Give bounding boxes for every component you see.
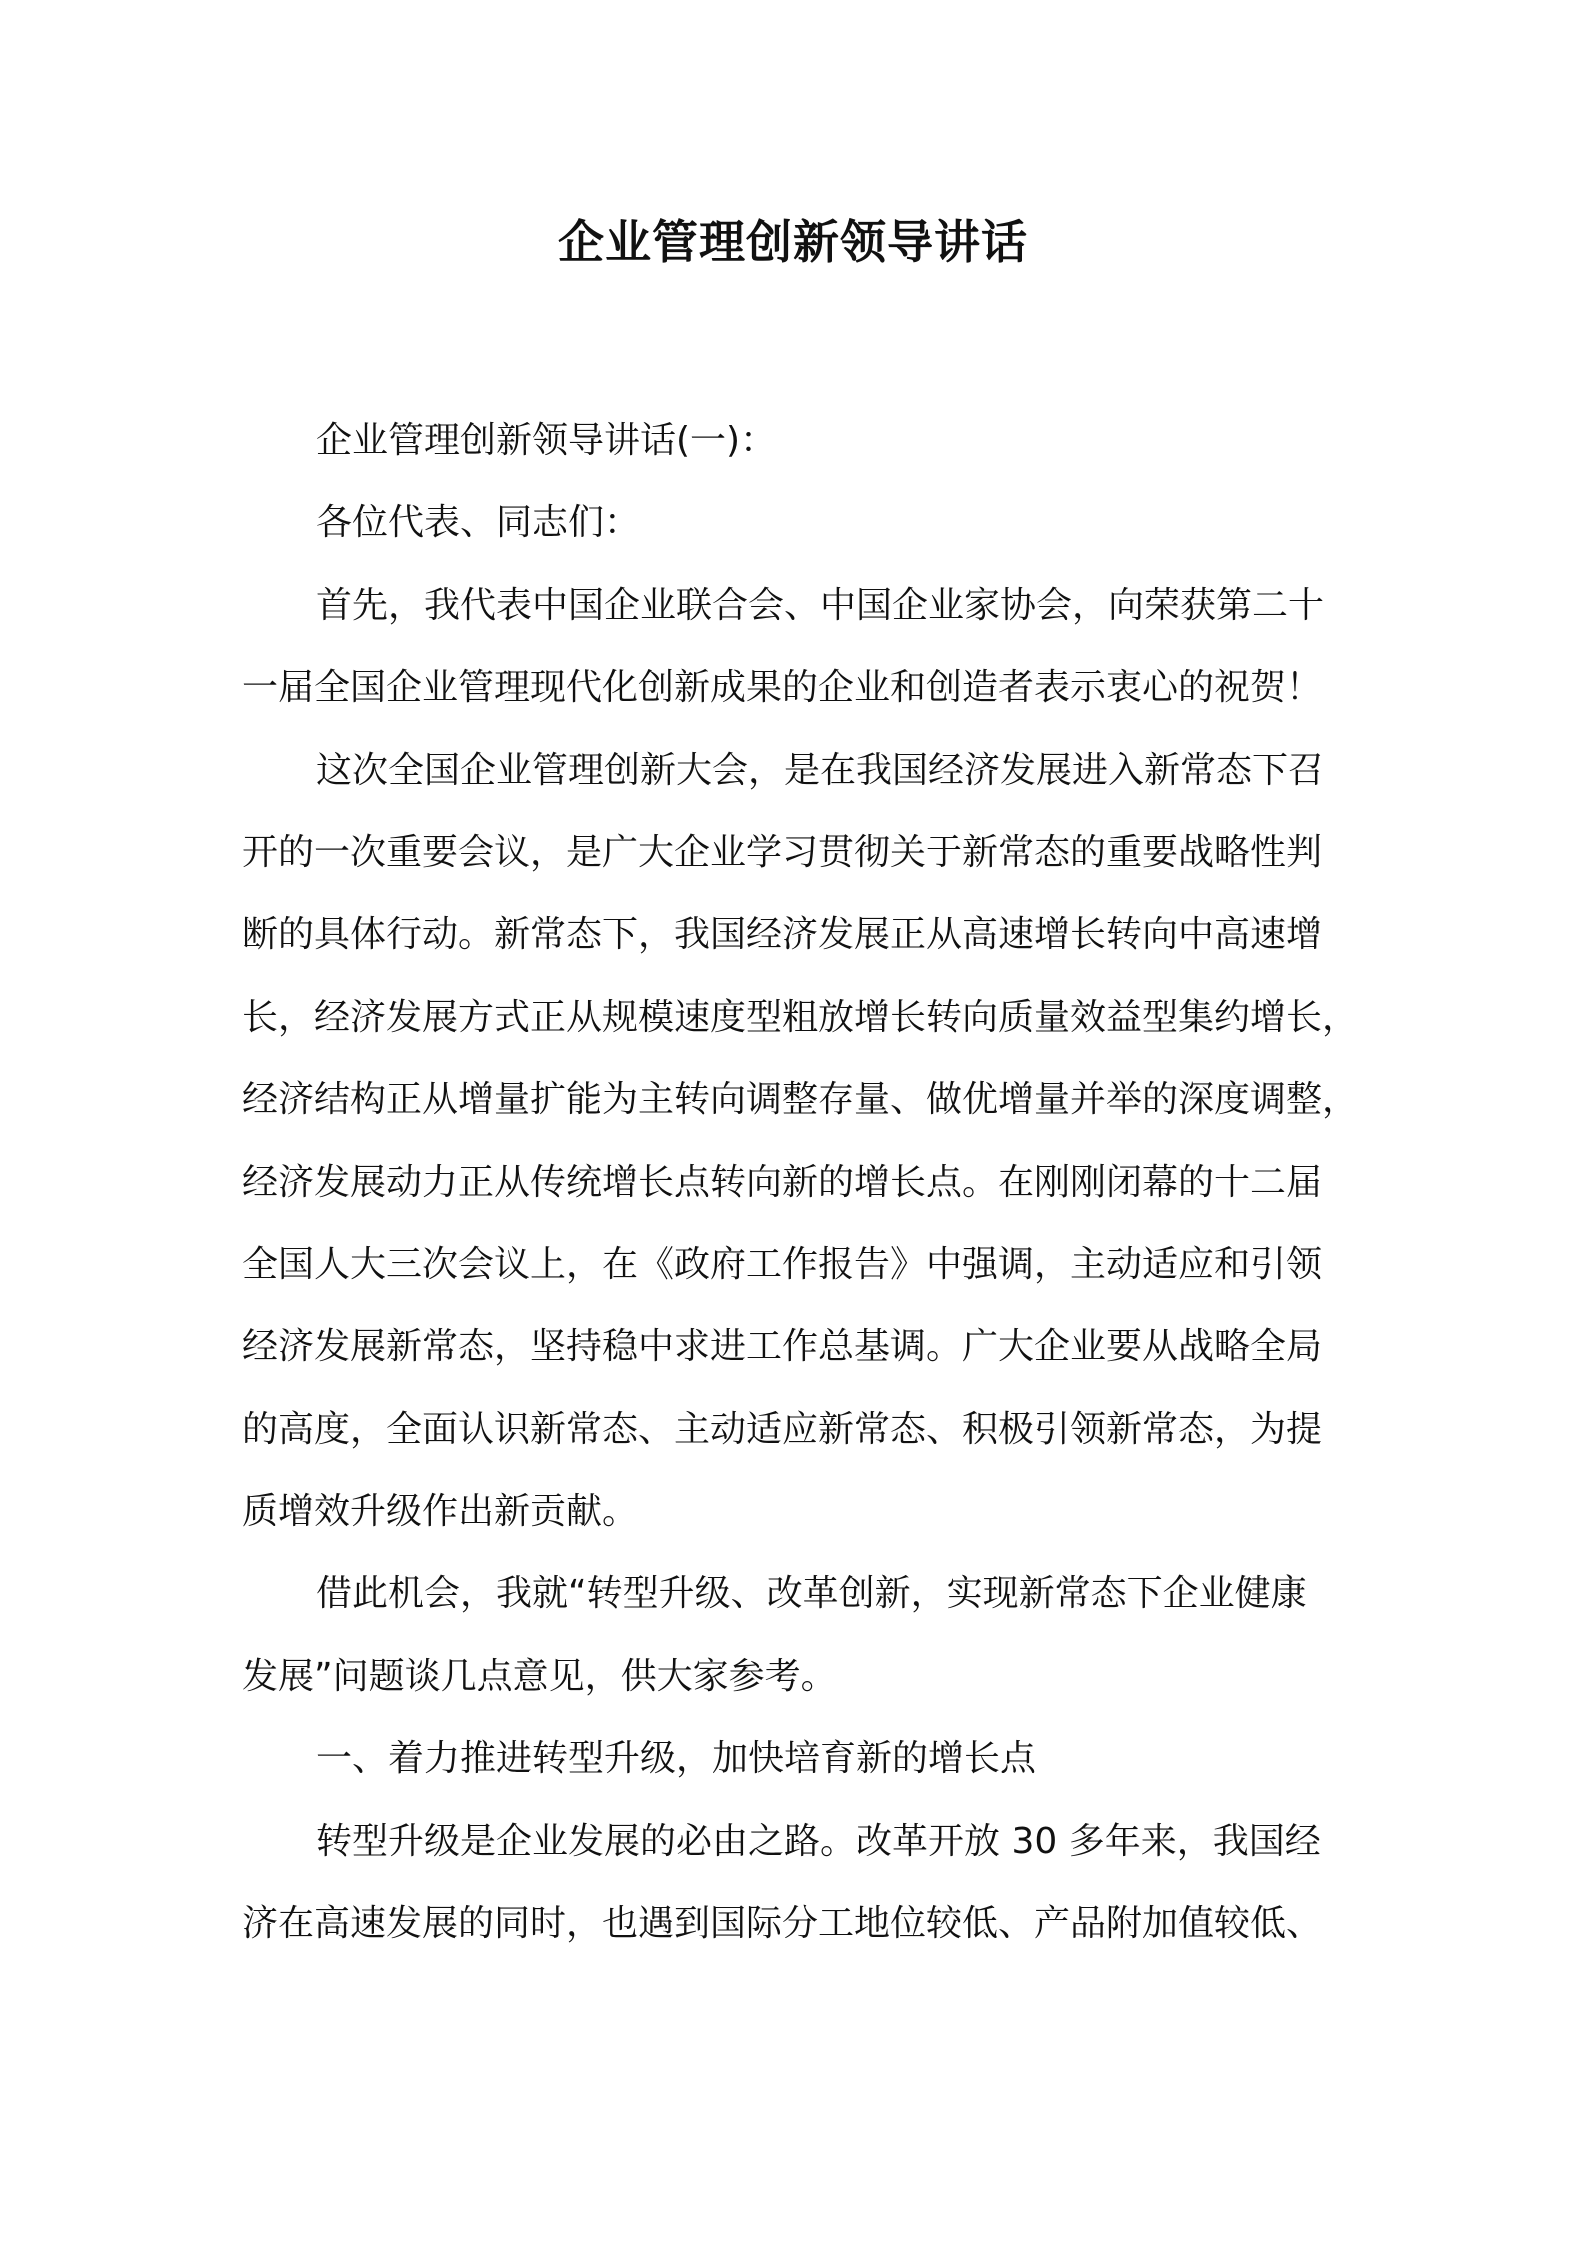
text-line: 长，经济发展方式正从规模速度型粗放增长转向质量效益型集约增长， xyxy=(242,996,1359,1038)
text-line: 开的一次重要会议，是广大企业学习贯彻关于新常态的重要战略性判 xyxy=(242,831,1323,873)
text-line: 经济发展新常态，坚持稳中求进工作总基调。广大企业要从战略全局 xyxy=(242,1326,1323,1368)
text-line: 各位代表、同志们： xyxy=(316,502,641,544)
text-line: 这次全国企业管理创新大会，是在我国经济发展进入新常态下召 xyxy=(316,749,1325,791)
text-line: 断的具体行动。新常态下，我国经济发展正从高速增长转向中高速增 xyxy=(242,914,1323,956)
text-line: 经济结构正从增量扩能为主转向调整存量、做优增量并举的深度调整， xyxy=(242,1079,1359,1121)
text-line: 质增效升级作出新贡献。 xyxy=(242,1491,639,1533)
text-line: 转型升级是企业发展的必由之路。改革开放 30 多年来，我国经 xyxy=(316,1820,1321,1862)
document-body xyxy=(242,400,1362,1965)
text-line: 一届全国企业管理现代化创新成果的企业和创造者表示衷心的祝贺！ xyxy=(242,667,1323,709)
text-line: 全国人大三次会议上，在《政府工作报告》中强调，主动适应和引领 xyxy=(242,1243,1323,1285)
text-line: 的高度，全面认识新常态、主动适应新常态、积极引领新常态，为提 xyxy=(242,1408,1323,1450)
text-line: 企业管理创新领导讲话(一)： xyxy=(316,420,777,461)
text-line: 首先，我代表中国企业联合会、中国企业家协会，向荣获第二十 xyxy=(316,584,1325,626)
document-title: 企业管理创新领导讲话 xyxy=(558,215,1028,269)
text-line: 发展”问题谈几点意见，供大家参考。 xyxy=(242,1655,837,1697)
text-line: 借此机会，我就“转型升级、改革创新，实现新常态下企业健康 xyxy=(316,1573,1307,1615)
text-line: 经济发展动力正从传统增长点转向新的增长点。在刚刚闭幕的十二届 xyxy=(242,1161,1323,1203)
text-line: 济在高速发展的同时，也遇到国际分工地位较低、产品附加值较低、 xyxy=(242,1903,1323,1945)
section-heading: 一、着力推进转型升级，加快培育新的增长点 xyxy=(316,1738,1037,1780)
